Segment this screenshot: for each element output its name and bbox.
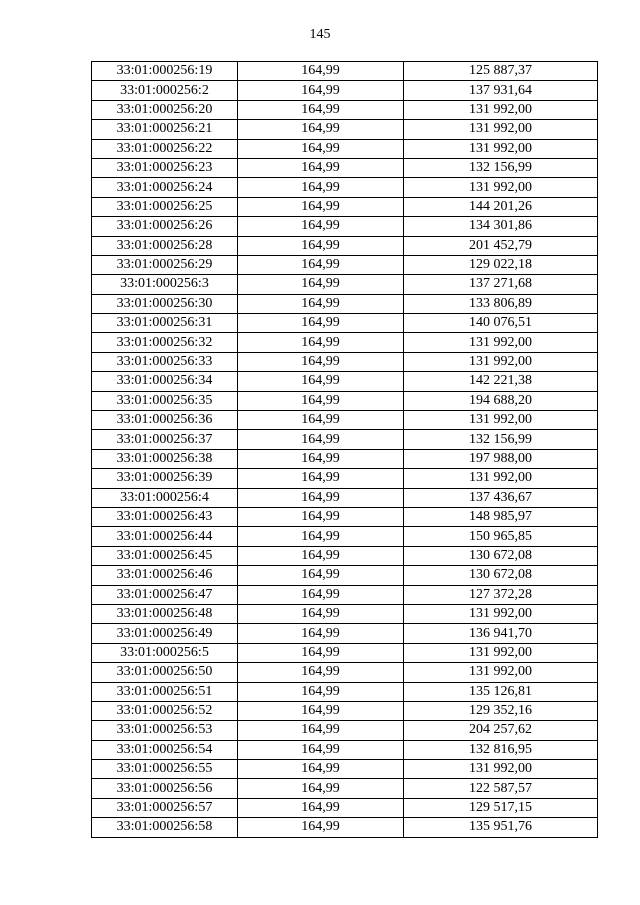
area-cell: 164,99 xyxy=(238,624,404,643)
table-row xyxy=(92,546,598,565)
area-cell: 164,99 xyxy=(238,740,404,759)
cadastral-number-cell: 33:01:000256:55 xyxy=(92,760,238,779)
cadastral-number-cell: 33:01:000256:4 xyxy=(92,488,238,507)
table-row xyxy=(92,197,598,216)
cadastral-number-cell: 33:01:000256:23 xyxy=(92,158,238,177)
table-row xyxy=(92,740,598,759)
area-cell: 164,99 xyxy=(238,197,404,216)
cadastral-number-cell: 33:01:000256:37 xyxy=(92,430,238,449)
cadastral-number-cell: 33:01:000256:47 xyxy=(92,585,238,604)
area-cell: 164,99 xyxy=(238,663,404,682)
table-row xyxy=(92,604,598,623)
value-cell: 131 992,00 xyxy=(404,178,598,197)
value-cell: 135 126,81 xyxy=(404,682,598,701)
table-row xyxy=(92,158,598,177)
table-row xyxy=(92,663,598,682)
cadastral-number-cell: 33:01:000256:21 xyxy=(92,120,238,139)
area-cell: 164,99 xyxy=(238,721,404,740)
value-cell: 129 352,16 xyxy=(404,701,598,720)
table-row xyxy=(92,120,598,139)
area-cell: 164,99 xyxy=(238,488,404,507)
area-cell: 164,99 xyxy=(238,333,404,352)
area-cell: 164,99 xyxy=(238,411,404,430)
area-cell: 164,99 xyxy=(238,178,404,197)
cadastral-number-cell: 33:01:000256:54 xyxy=(92,740,238,759)
area-cell: 164,99 xyxy=(238,701,404,720)
value-cell: 150 965,85 xyxy=(404,527,598,546)
value-cell: 131 992,00 xyxy=(404,604,598,623)
table-row xyxy=(92,352,598,371)
value-cell: 132 156,99 xyxy=(404,158,598,177)
value-cell: 130 672,08 xyxy=(404,566,598,585)
cadastral-number-cell: 33:01:000256:20 xyxy=(92,100,238,119)
cadastral-number-cell: 33:01:000256:24 xyxy=(92,178,238,197)
area-cell: 164,99 xyxy=(238,546,404,565)
cadastral-number-cell: 33:01:000256:57 xyxy=(92,798,238,817)
value-cell: 131 992,00 xyxy=(404,643,598,662)
table-row xyxy=(92,139,598,158)
area-cell: 164,99 xyxy=(238,352,404,371)
value-cell: 131 992,00 xyxy=(404,333,598,352)
value-cell: 131 992,00 xyxy=(404,663,598,682)
area-cell: 164,99 xyxy=(238,643,404,662)
table-row xyxy=(92,391,598,410)
table-body xyxy=(92,62,598,838)
table-row xyxy=(92,430,598,449)
table-row xyxy=(92,100,598,119)
table-row xyxy=(92,566,598,585)
area-cell: 164,99 xyxy=(238,566,404,585)
area-cell: 164,99 xyxy=(238,372,404,391)
area-cell: 164,99 xyxy=(238,449,404,468)
cadastral-number-cell: 33:01:000256:32 xyxy=(92,333,238,352)
cadastral-number-cell: 33:01:000256:48 xyxy=(92,604,238,623)
cadastral-number-cell: 33:01:000256:44 xyxy=(92,527,238,546)
cadastral-number-cell: 33:01:000256:26 xyxy=(92,217,238,236)
area-cell: 164,99 xyxy=(238,81,404,100)
table-row xyxy=(92,294,598,313)
value-cell: 134 301,86 xyxy=(404,217,598,236)
value-cell: 129 022,18 xyxy=(404,255,598,274)
value-cell: 130 672,08 xyxy=(404,546,598,565)
cadastral-number-cell: 33:01:000256:22 xyxy=(92,139,238,158)
value-cell: 132 156,99 xyxy=(404,430,598,449)
table-row xyxy=(92,81,598,100)
area-cell: 164,99 xyxy=(238,430,404,449)
area-cell: 164,99 xyxy=(238,294,404,313)
table-row xyxy=(92,217,598,236)
table-row xyxy=(92,798,598,817)
table-row xyxy=(92,507,598,526)
area-cell: 164,99 xyxy=(238,314,404,333)
value-cell: 125 887,37 xyxy=(404,62,598,81)
area-cell: 164,99 xyxy=(238,507,404,526)
table-row xyxy=(92,779,598,798)
value-cell: 144 201,26 xyxy=(404,197,598,216)
cadastral-number-cell: 33:01:000256:49 xyxy=(92,624,238,643)
cadastral-number-cell: 33:01:000256:56 xyxy=(92,779,238,798)
cadastral-number-cell: 33:01:000256:30 xyxy=(92,294,238,313)
cadastral-number-cell: 33:01:000256:50 xyxy=(92,663,238,682)
value-cell: 135 951,76 xyxy=(404,818,598,837)
table-row xyxy=(92,314,598,333)
area-cell: 164,99 xyxy=(238,469,404,488)
cadastral-number-cell: 33:01:000256:39 xyxy=(92,469,238,488)
cadastral-number-cell: 33:01:000256:34 xyxy=(92,372,238,391)
area-cell: 164,99 xyxy=(238,275,404,294)
table-row xyxy=(92,275,598,294)
table-row xyxy=(92,411,598,430)
value-cell: 129 517,15 xyxy=(404,798,598,817)
table-row xyxy=(92,585,598,604)
table-row xyxy=(92,62,598,81)
value-cell: 148 985,97 xyxy=(404,507,598,526)
cadastral-number-cell: 33:01:000256:31 xyxy=(92,314,238,333)
table-row xyxy=(92,643,598,662)
area-cell: 164,99 xyxy=(238,120,404,139)
cadastral-number-cell: 33:01:000256:33 xyxy=(92,352,238,371)
value-cell: 133 806,89 xyxy=(404,294,598,313)
value-cell: 122 587,57 xyxy=(404,779,598,798)
table-row xyxy=(92,469,598,488)
table-row xyxy=(92,527,598,546)
area-cell: 164,99 xyxy=(238,62,404,81)
value-cell: 131 992,00 xyxy=(404,139,598,158)
cadastral-number-cell: 33:01:000256:35 xyxy=(92,391,238,410)
area-cell: 164,99 xyxy=(238,760,404,779)
table-row xyxy=(92,682,598,701)
table-row xyxy=(92,701,598,720)
value-cell: 132 816,95 xyxy=(404,740,598,759)
table-row xyxy=(92,372,598,391)
area-cell: 164,99 xyxy=(238,779,404,798)
cadastral-number-cell: 33:01:000256:46 xyxy=(92,566,238,585)
table-row xyxy=(92,624,598,643)
cadastral-number-cell: 33:01:000256:36 xyxy=(92,411,238,430)
area-cell: 164,99 xyxy=(238,139,404,158)
cadastral-number-cell: 33:01:000256:19 xyxy=(92,62,238,81)
table-row xyxy=(92,333,598,352)
table-row xyxy=(92,236,598,255)
cadastral-number-cell: 33:01:000256:38 xyxy=(92,449,238,468)
table-row xyxy=(92,818,598,837)
cadastral-number-cell: 33:01:000256:43 xyxy=(92,507,238,526)
area-cell: 164,99 xyxy=(238,158,404,177)
cadastral-number-cell: 33:01:000256:2 xyxy=(92,81,238,100)
value-cell: 137 271,68 xyxy=(404,275,598,294)
cadastral-number-cell: 33:01:000256:45 xyxy=(92,546,238,565)
value-cell: 140 076,51 xyxy=(404,314,598,333)
table-row xyxy=(92,760,598,779)
cadastral-number-cell: 33:01:000256:51 xyxy=(92,682,238,701)
value-cell: 137 436,67 xyxy=(404,488,598,507)
value-cell: 201 452,79 xyxy=(404,236,598,255)
cadastral-number-cell: 33:01:000256:53 xyxy=(92,721,238,740)
value-cell: 142 221,38 xyxy=(404,372,598,391)
value-cell: 194 688,20 xyxy=(404,391,598,410)
cadastral-number-cell: 33:01:000256:5 xyxy=(92,643,238,662)
value-cell: 136 941,70 xyxy=(404,624,598,643)
value-cell: 131 992,00 xyxy=(404,469,598,488)
area-cell: 164,99 xyxy=(238,100,404,119)
area-cell: 164,99 xyxy=(238,585,404,604)
area-cell: 164,99 xyxy=(238,682,404,701)
table-row xyxy=(92,449,598,468)
value-cell: 131 992,00 xyxy=(404,760,598,779)
table-row xyxy=(92,178,598,197)
area-cell: 164,99 xyxy=(238,236,404,255)
area-cell: 164,99 xyxy=(238,391,404,410)
table-row xyxy=(92,488,598,507)
table-row xyxy=(92,255,598,274)
value-cell: 137 931,64 xyxy=(404,81,598,100)
value-cell: 197 988,00 xyxy=(404,449,598,468)
value-cell: 131 992,00 xyxy=(404,120,598,139)
area-cell: 164,99 xyxy=(238,818,404,837)
value-cell: 131 992,00 xyxy=(404,100,598,119)
area-cell: 164,99 xyxy=(238,527,404,546)
value-cell: 127 372,28 xyxy=(404,585,598,604)
page-number: 145 xyxy=(309,27,331,42)
value-cell: 204 257,62 xyxy=(404,721,598,740)
cadastral-number-cell: 33:01:000256:28 xyxy=(92,236,238,255)
area-cell: 164,99 xyxy=(238,217,404,236)
cadastral-number-cell: 33:01:000256:3 xyxy=(92,275,238,294)
value-cell: 131 992,00 xyxy=(404,411,598,430)
area-cell: 164,99 xyxy=(238,798,404,817)
cadastral-number-cell: 33:01:000256:58 xyxy=(92,818,238,837)
data-table xyxy=(91,61,598,838)
cadastral-number-cell: 33:01:000256:29 xyxy=(92,255,238,274)
cadastral-number-cell: 33:01:000256:25 xyxy=(92,197,238,216)
table-row xyxy=(92,721,598,740)
area-cell: 164,99 xyxy=(238,604,404,623)
cadastral-number-cell: 33:01:000256:52 xyxy=(92,701,238,720)
area-cell: 164,99 xyxy=(238,255,404,274)
value-cell: 131 992,00 xyxy=(404,352,598,371)
